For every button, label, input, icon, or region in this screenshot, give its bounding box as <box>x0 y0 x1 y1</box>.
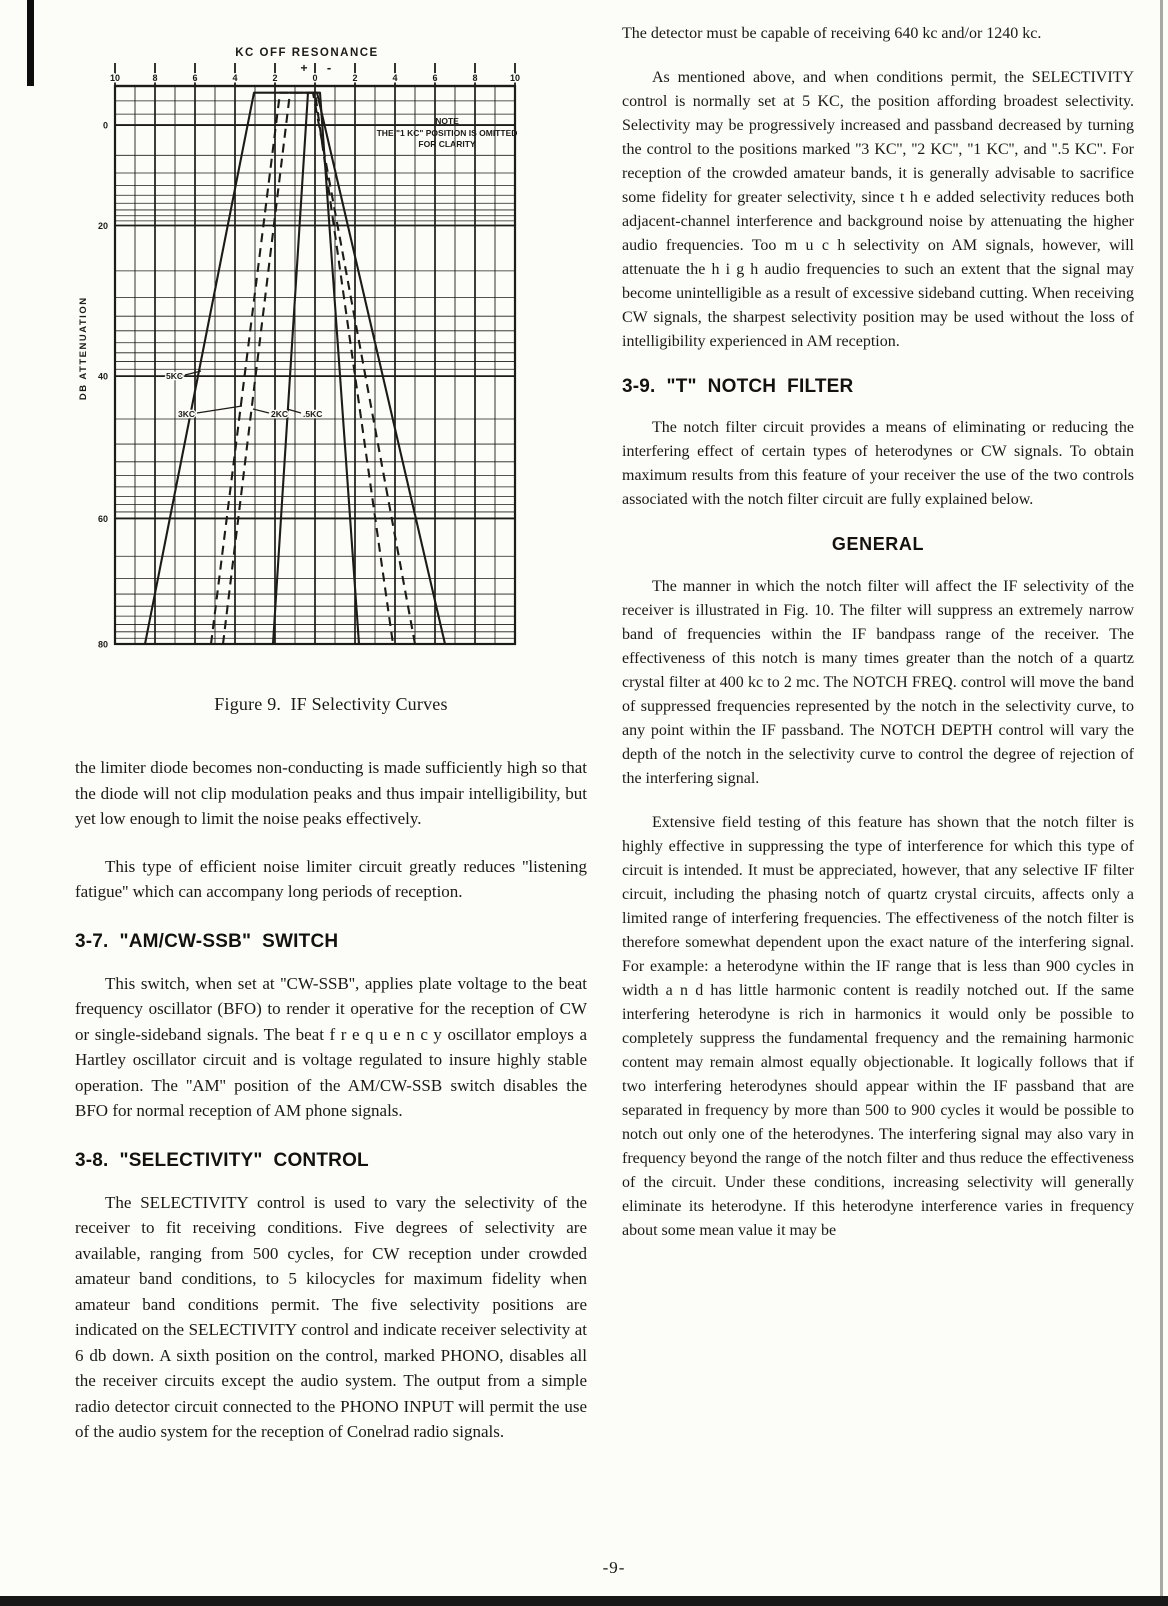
svg-text:0: 0 <box>312 73 318 83</box>
svg-text:.5KC: .5KC <box>303 409 323 419</box>
svg-text:80: 80 <box>97 639 108 650</box>
paragraph-selectivity-control: The SELECTIVITY control is used to vary the selectivity of the receiver to fit receiving conditions. Five degrees of selectivity are available, ranging from 500 cycles, for CW reception under crowded amateur band conditions, to 5 kilocycles for maximum fidelity when amateur band conditions permit. The five selectivity positions are indicated on the SELECTIVITY control and indicate receiver selectivity at 6 db down. A sixth position on the control, marked PHONO, disables all the receiver circuits except the audio system. The output from a simple radio detector circuit connected to the PHONO INPUT will permit the use of the audio system for the reception of Conelrad radio signals. <box>75 1192 587 1441</box>
svg-text:THE "1 KC" POSITION IS OMITTED: THE "1 KC" POSITION IS OMITTED <box>376 128 518 138</box>
paragraph-am-cw-ssb-switch: This switch, when set at ''CW-SSB'', applies plate voltage to the beat frequency oscillator (BFO) to render it operative for the reception of CW or single-sideband signals. The beat f r e q u e n c y oscillator employs a Hartley oscillator circuit and is voltage regulated to insure highly stable operation. The ''AM'' position of the AM/CW-SSB switch disables the BFO for normal reception of AM phone signals. <box>75 973 587 1120</box>
svg-text:10: 10 <box>109 73 121 83</box>
section-heading-3-7: 3-7. "AM/CW-SSB" SWITCH <box>75 930 339 952</box>
svg-text:2KC: 2KC <box>271 409 289 419</box>
paragraph-notch-intro: The notch filter circuit provides a means of eliminating or reducing the interfering effect of certain types of heterodynes or CW signals. To obtain maximum results from this feature of your receiver the use of the two controls associated with the notch filter circuit are fully explained below. <box>622 419 1134 508</box>
svg-text:4: 4 <box>392 73 398 83</box>
svg-text:NOTE: NOTE <box>435 116 459 126</box>
figure-caption: Figure 9. IF Selectivity Curves <box>214 694 448 714</box>
svg-text:2: 2 <box>272 73 278 83</box>
svg-text:60: 60 <box>97 513 108 524</box>
if-selectivity-chart-svg <box>75 38 585 688</box>
svg-text:8: 8 <box>472 73 478 83</box>
paragraph-field-testing: Extensive field testing of this feature has shown that the notch filter is highly effective in suppressing the type of interference for which this type of circuit is intended. It must be appreciated, however, that any selective IF filter circuit, including the phasing notch of quartz crystal circuits, affects only a limited range of interfering frequencies. The effectiveness of the notch filter is therefore somewhat dependent upon the exact nature of the interfering signal. For example: a heterodyne within the IF range that is less than 900 cycles in width a n d has little harmonic content is readily notched out. If the same interfering heterodyne is rich in harmonics it would only be possible to completely suppress the fundamental frequency and the remaining harmonic content may remain almost equally objectionable. It logically follows that if two interfering heterodynes should appear within the IF passband that are separated in frequency by more than 500 to 900 cycles it would be possible to notch out only one of the heterodynes. The interfering signal may also vary in frequency beyond the range of the notch filter and thus reduce the effectiveness of the circuit. Under these conditions, increasing selectivity will generally eliminate its heterodyne. If this heterodyne interference varies in frequency about some mean value it may be <box>622 814 1134 1239</box>
svg-text:-: - <box>326 60 332 75</box>
left-column <box>75 694 587 1467</box>
paragraph-listening-fatigue: This type of efficient noise limiter circuit greatly reduces ''listening fatigue'' which can accompany long periods of reception. <box>75 856 587 901</box>
scan-edge-right <box>1160 0 1163 1606</box>
page-number: -9- <box>602 1558 626 1577</box>
svg-text:DB ATTENUATION: DB ATTENUATION <box>78 296 89 401</box>
svg-text:10: 10 <box>509 73 521 83</box>
paragraph-detector: The detector must be capable of receiving 640 kc and/or 1240 kc. <box>622 25 1042 42</box>
svg-text:6: 6 <box>192 73 198 83</box>
section-heading-3-8: 3-8. "SELECTIVITY" CONTROL <box>75 1149 369 1171</box>
svg-text:6: 6 <box>432 73 438 83</box>
svg-text:FOR CLARITY: FOR CLARITY <box>418 139 476 149</box>
svg-text:+: + <box>300 61 308 75</box>
subheading-general: GENERAL <box>831 534 925 554</box>
paragraph-limiter-diode: the limiter diode becomes non-conducting is made sufficiently high so that the diode will not clip modulation peaks and thus impair intelligibility, but yet low enough to limit the noise peaks effectively. <box>75 758 587 828</box>
svg-text:40: 40 <box>97 371 108 382</box>
svg-text:3KC: 3KC <box>177 409 195 419</box>
paragraph-notch-manner: The manner in which the notch filter will affect the IF selectivity of the receiver is illustrated in Fig. 10. The filter will suppress an extremely narrow band of frequencies within the IF bandpass range of the receiver. The effectiveness of this notch is many times greater than the notch of a quartz crystal filter at 400 kc to 2 mc. The NOTCH FREQ. control will move the band of suppressed frequencies represented by the notch in the selectivity curve, to any point within the IF passband. The NOTCH DEPTH control will vary the depth of the notch in the selectivity curve to control the degree of rejection of the interfering signal. <box>622 578 1134 787</box>
if-selectivity-chart <box>75 38 585 688</box>
svg-text:2: 2 <box>352 73 358 83</box>
svg-text:0: 0 <box>102 120 108 131</box>
right-column <box>622 22 1134 1263</box>
svg-text:KC OFF RESONANCE: KC OFF RESONANCE <box>235 47 379 59</box>
svg-text:5KC: 5KC <box>165 371 183 381</box>
svg-text:4: 4 <box>232 73 238 83</box>
svg-text:20: 20 <box>97 221 108 231</box>
paragraph-as-mentioned: As mentioned above, and when conditions permit, the SELECTIVITY control is normally set at 5 KC, the position affording broadest selectivity. Selectivity may be progressively increased and passband decreased by turning the control to the positions marked ''3 KC'', ''2 KC'', ''1 KC'', and ''.5 KC''. For reception of the crowded amateur bands, it is generally advisable to sacrifice some fidelity for greater selectivity, since t h e added selectivity reduces both adjacent-channel interference and background noise by attenuating the higher audio frequencies. Too m u c h selectivity on AM signals, however, will attenuate the h i g h audio frequencies to such an extent that the signal may become unintelligible as a result of excessive sideband cutting. When receiving CW signals, the sharpest selectivity position may be used without the loss of intelligibility experienced in AM reception. <box>622 69 1134 350</box>
scan-edge-bottom <box>0 1596 1168 1606</box>
scan-mark-left <box>27 0 34 86</box>
section-heading-3-9: 3-9. "T" NOTCH FILTER <box>622 376 854 397</box>
svg-text:8: 8 <box>152 73 158 83</box>
